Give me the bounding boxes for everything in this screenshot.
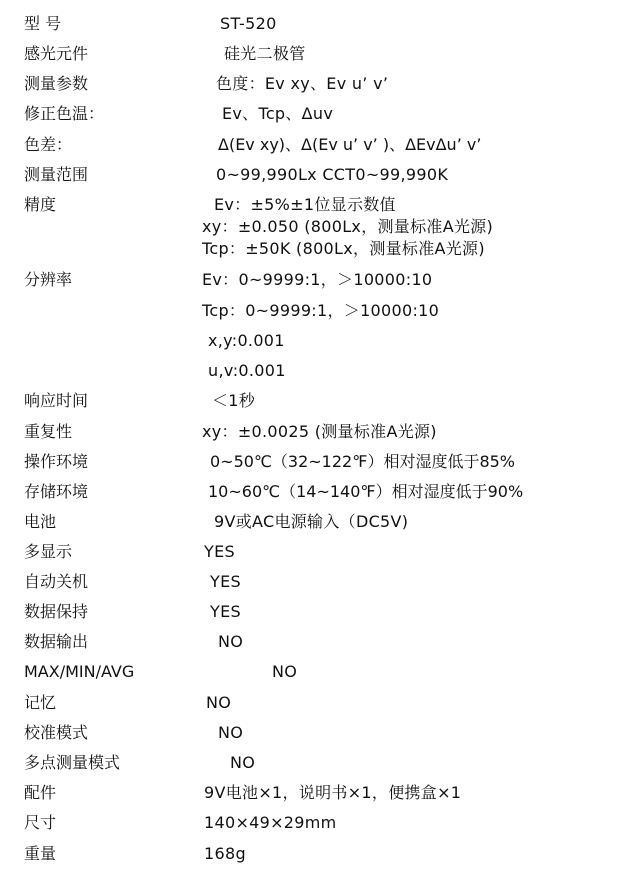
spec-row-correct [0, 102, 620, 126]
spec-value: Δ(Ev xy)、Δ(Ev u’ v’ )、ΔEvΔu’ v’ [218, 135, 482, 154]
spec-value: 0~99,990Lx CCT0~99,990K [216, 165, 449, 184]
spec-value: ST-520 [220, 14, 277, 33]
spec-row-output [0, 630, 620, 654]
spec-row-diff [0, 133, 620, 157]
spec-row-maxmin [0, 660, 620, 684]
spec-value: 9V电池×1，说明书×1，便携盒×1 [204, 783, 462, 802]
spec-label: 尺寸 [24, 813, 57, 832]
spec-label: 色差： [24, 135, 73, 154]
spec-row-operate [0, 450, 620, 474]
spec-row-calib [0, 721, 620, 745]
spec-value: 168g [204, 844, 246, 863]
spec-row-multipoint [0, 751, 620, 775]
spec-label: 多点测量模式 [24, 753, 121, 772]
spec-value: YES [210, 602, 241, 621]
spec-label: 操作环境 [24, 452, 89, 471]
spec-value-line: Ev：±5%±1位显示数值 [214, 195, 396, 214]
spec-value: NO [218, 723, 244, 742]
spec-row-weight [0, 842, 620, 866]
spec-value: 10~60℃（14~140℉）相对湿度低于90% [208, 482, 524, 501]
spec-label: 多显示 [24, 542, 73, 561]
spec-label: 重复性 [24, 422, 73, 441]
spec-label: 修正色温： [24, 104, 105, 123]
spec-value: Ev、Tcp、Δuv [222, 104, 334, 123]
spec-row-model [0, 12, 620, 36]
spec-value-line: Tcp：0~9999:1，＞10000:10 [202, 301, 440, 320]
spec-label: 存储环境 [24, 482, 89, 501]
spec-row-repeat [0, 420, 620, 444]
spec-label: 测量范围 [24, 165, 89, 184]
spec-label: 校准模式 [24, 723, 89, 742]
spec-value-line: Ev：0~9999:1，＞10000:10 [202, 270, 433, 289]
spec-label: 数据输出 [24, 632, 89, 651]
spec-label: 电池 [24, 512, 57, 531]
spec-value: NO [206, 693, 232, 712]
spec-value: ＜1秒 [212, 391, 256, 410]
spec-row-sensor [0, 42, 620, 66]
spec-label: 响应时间 [24, 391, 89, 410]
spec-row-params [0, 72, 620, 96]
spec-value: 色度：Ev xy、Ev u’ v’ [216, 74, 389, 93]
spec-value: 9V或AC电源输入（DC5V) [214, 512, 409, 531]
spec-label: 精度 [24, 195, 57, 214]
spec-label: MAX/MIN/AVG [24, 662, 135, 681]
spec-label: 型 号 [24, 14, 62, 33]
spec-value: NO [230, 753, 256, 772]
spec-value: 140×49×29mm [204, 813, 337, 832]
spec-value: YES [210, 572, 241, 591]
spec-row-battery [0, 510, 620, 534]
spec-row-accuracy [0, 193, 620, 265]
spec-value: xy：±0.0025 (测量标准A光源) [202, 422, 437, 441]
spec-label: 感光元件 [24, 44, 89, 63]
spec-value-line: Tcp：±50K (800Lx，测量标准A光源) [202, 239, 485, 258]
spec-label: 重量 [24, 844, 57, 863]
spec-value-line: u,v:0.001 [208, 361, 286, 380]
spec-value-line: x,y:0.001 [208, 331, 285, 350]
spec-value: 硅光二极管 [224, 44, 306, 63]
spec-label: 分辨率 [24, 270, 73, 289]
spec-label: 数据保持 [24, 602, 89, 621]
spec-row-size [0, 811, 620, 835]
spec-value: NO [272, 662, 298, 681]
spec-value: NO [218, 632, 244, 651]
spec-row-resolution [0, 268, 620, 380]
spec-row-range [0, 163, 620, 187]
spec-value-line: xy：±0.050 (800Lx，测量标准A光源) [202, 217, 494, 236]
spec-value: YES [204, 542, 235, 561]
spec-value: 0~50℃（32~122℉）相对湿度低于85% [210, 452, 516, 471]
spec-row-hold [0, 600, 620, 624]
spec-label: 测量参数 [24, 74, 89, 93]
spec-row-storage [0, 480, 620, 504]
spec-label: 自动关机 [24, 572, 89, 591]
spec-row-autooff [0, 570, 620, 594]
spec-row-multi [0, 540, 620, 564]
spec-label: 配件 [24, 783, 57, 802]
spec-row-response [0, 389, 620, 413]
spec-row-accessory [0, 781, 620, 805]
spec-label: 记忆 [24, 693, 57, 712]
spec-row-memory [0, 691, 620, 715]
